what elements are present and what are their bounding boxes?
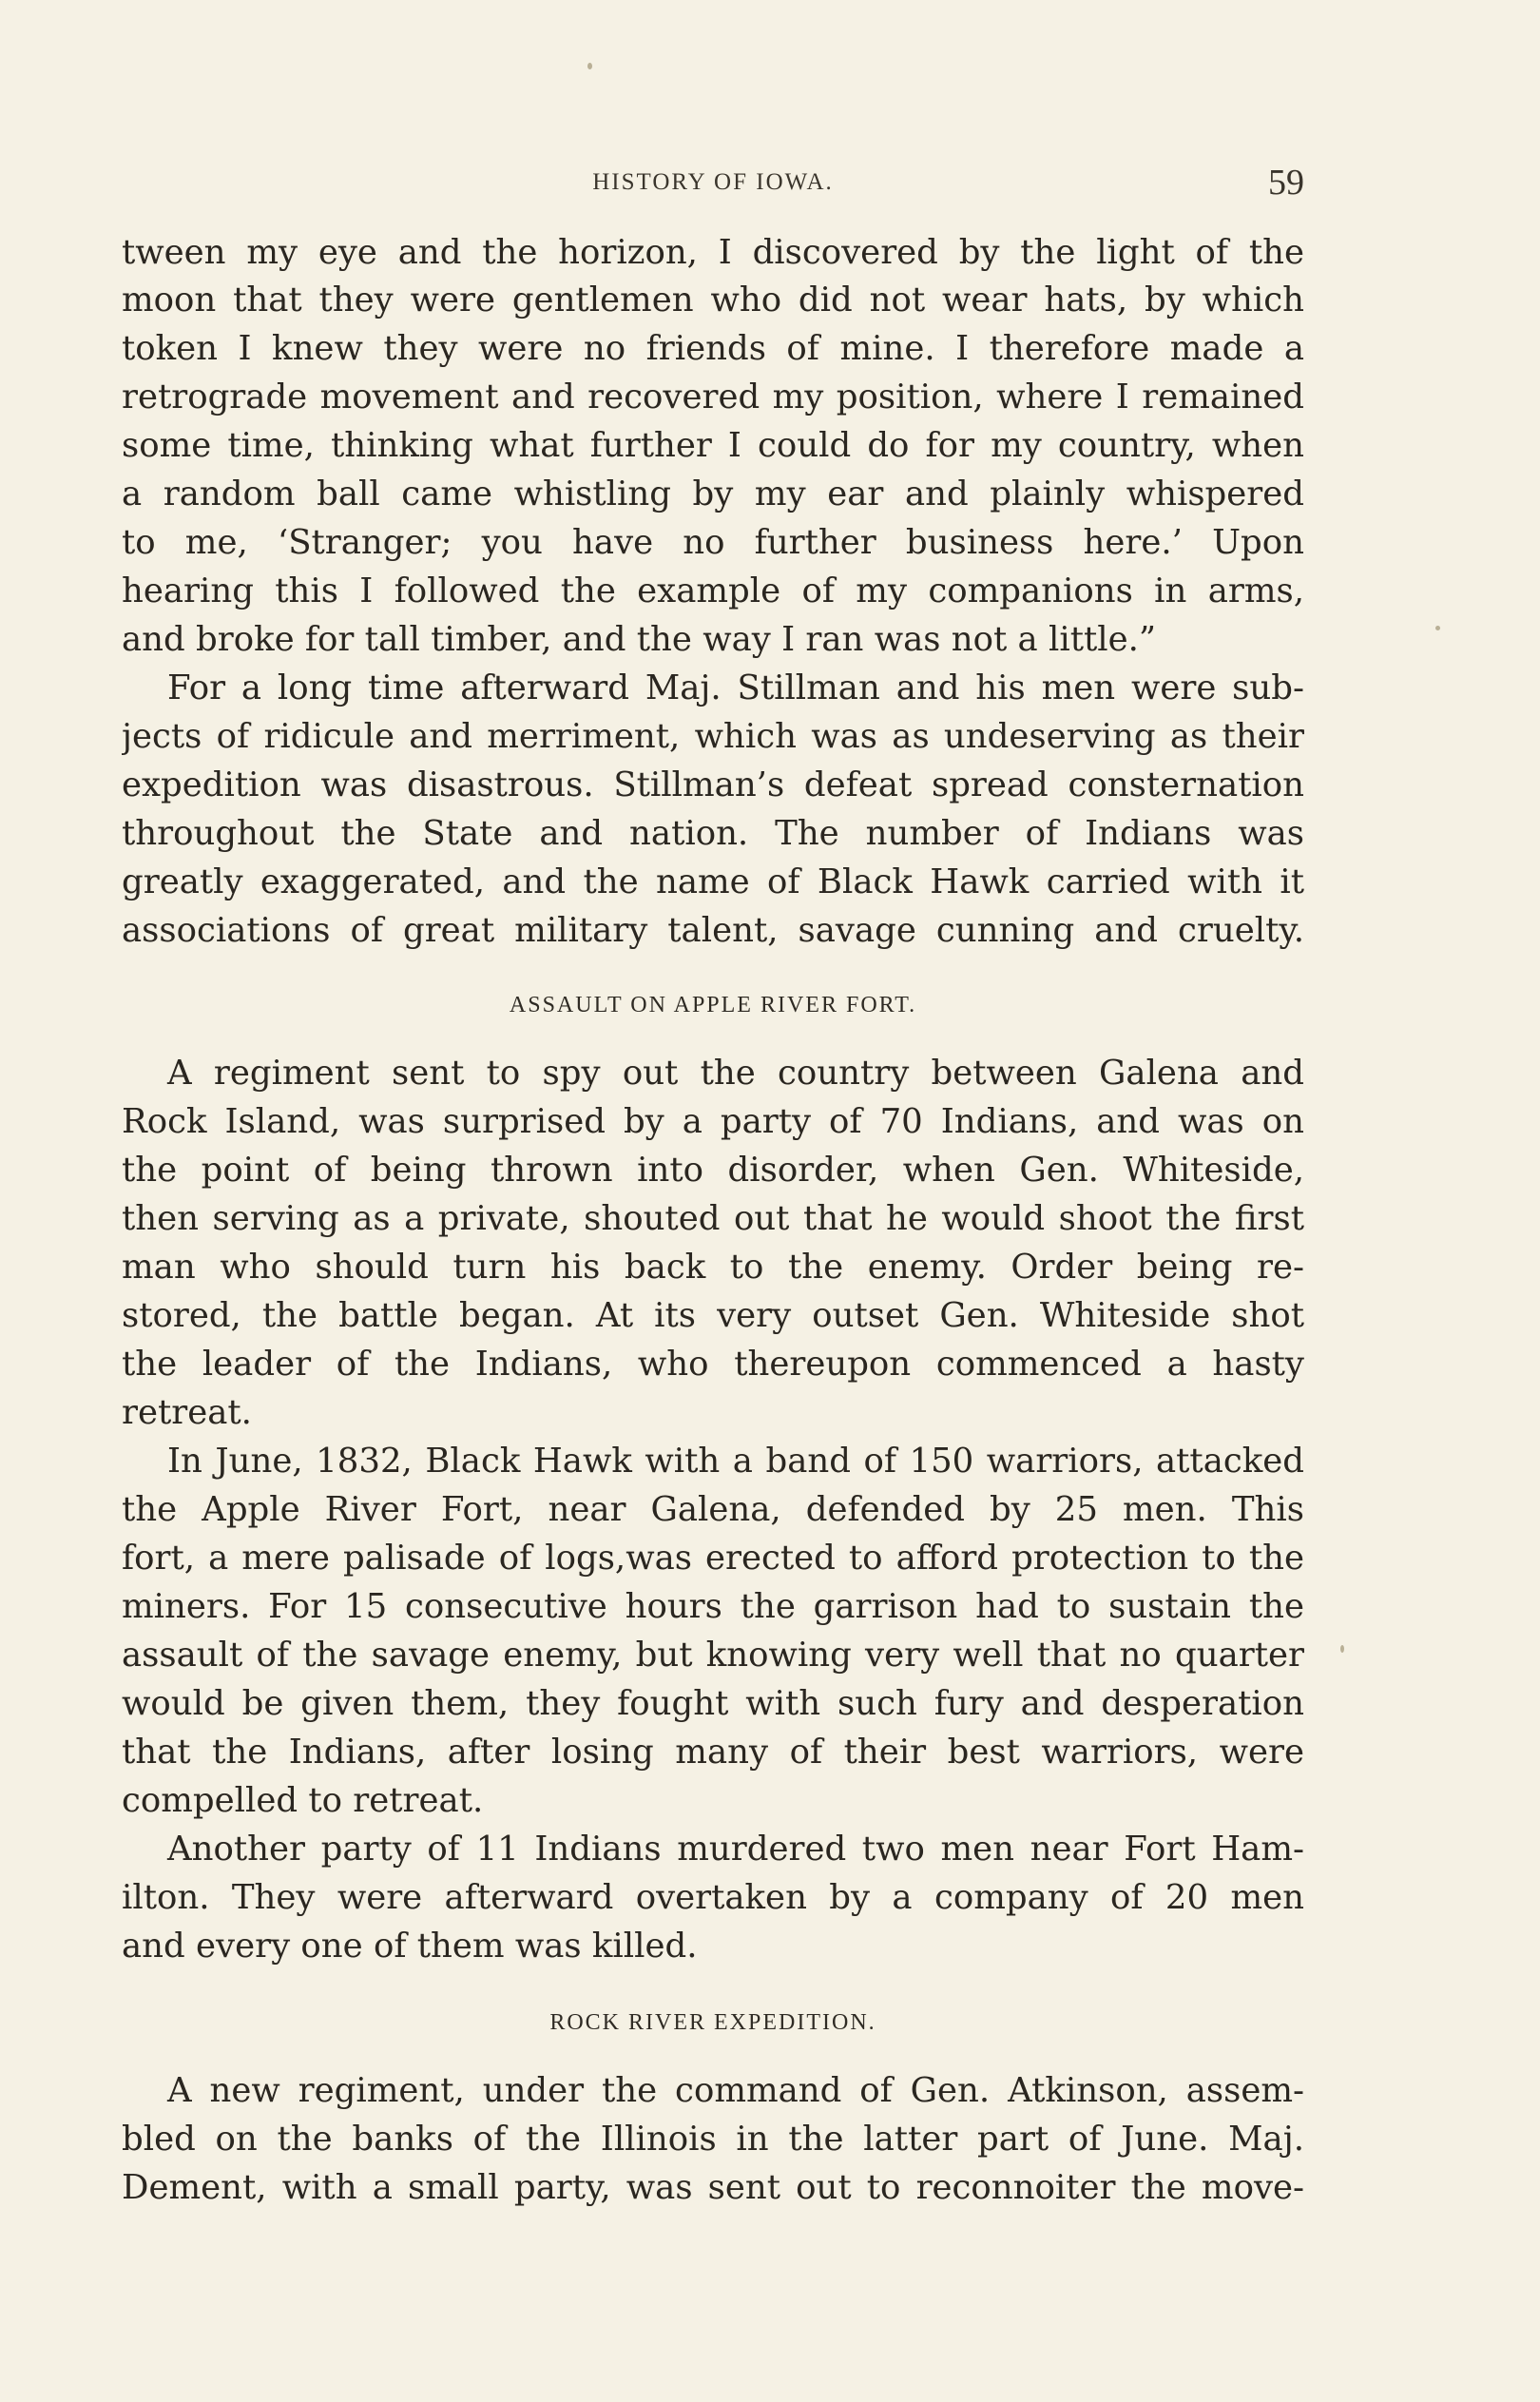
text-line: expedition was disastrous. Stillman’s defeat spread consternation: [122, 765, 1304, 804]
text-line: ilton. They were afterward overtaken by a company of 20 men: [122, 1878, 1304, 1917]
paper-speck: [587, 63, 592, 69]
text-line: moon that they were gentlemen who did not wear hats, by which: [122, 281, 1304, 320]
page-number: 59: [1268, 163, 1304, 203]
text-line: hearing this I followed the example of my companions in arms,: [122, 571, 1304, 610]
text-line: stored, the battle began. At its very outset Gen. Whiteside shot: [122, 1296, 1304, 1335]
text-line: and every one of them was killed.: [122, 1927, 698, 1966]
text-line: would be given them, they fought with such fury and desperation: [122, 1684, 1304, 1723]
text-line: Another party of 11 Indians murdered two men near Fort Ham-: [167, 1830, 1304, 1869]
page-header: [122, 162, 1304, 209]
paper-speck: [1435, 626, 1440, 630]
text-line: jects of ridicule and merriment, which was as undeserving as their: [122, 717, 1304, 756]
text-line: assault of the savage enemy, but knowing very well that no quarter: [122, 1636, 1304, 1675]
text-line: miners. For 15 consecutive hours the garrison had to sustain the: [122, 1587, 1304, 1626]
section-heading: ROCK RIVER EXPEDITION.: [549, 2010, 876, 2035]
text-line: fort, a mere palisade of logs,was erected to afford protection to the: [122, 1539, 1304, 1578]
paper-speck: [1340, 1645, 1344, 1653]
text-line: retrograde movement and recovered my position, where I remained: [122, 378, 1304, 416]
text-line: the point of being thrown into disorder, when Gen. Whiteside,: [122, 1151, 1304, 1190]
text-line: Dement, with a small party, was sent out to reconnoiter the move-: [122, 2168, 1304, 2207]
text-line: In June, 1832, Black Hawk with a band of 150 warriors, attacked: [167, 1442, 1304, 1481]
text-line: bled on the banks of the Illinois in the latter part of June. Maj.: [122, 2120, 1304, 2159]
text-line: that the Indians, after losing many of their best warriors, were: [122, 1733, 1304, 1772]
text-line: greatly exaggerated, and the name of Black Hawk carried with it: [122, 862, 1304, 901]
text-line: man who should turn his back to the enemy. Order being re-: [122, 1248, 1304, 1287]
text-line: associations of great military talent, savage cunning and cruelty.: [122, 911, 1304, 950]
text-line: token I knew they were no friends of mine. I therefore made a: [122, 329, 1304, 368]
text-line: throughout the State and nation. The number of Indians was: [122, 814, 1304, 853]
text-line: some time, thinking what further I could do for my country, when: [122, 426, 1304, 465]
text-line: For a long time afterward Maj. Stillman and his men were sub-: [167, 668, 1304, 707]
text-line: compelled to retreat.: [122, 1781, 484, 1820]
text-line: then serving as a private, shouted out that he would shoot the first: [122, 1199, 1304, 1238]
running-head: HISTORY OF IOWA.: [592, 169, 834, 195]
text-line: retreat.: [122, 1393, 252, 1432]
text-line: A new regiment, under the command of Gen. Atkinson, assem-: [167, 2071, 1304, 2110]
text-line: to me, ‘Stranger; you have no further business here.’ Upon: [122, 523, 1304, 562]
text-line: tween my eye and the horizon, I discovered by the light of the: [122, 233, 1304, 272]
text-line: a random ball came whistling by my ear and plainly whispered: [122, 475, 1304, 513]
section-heading: ASSAULT ON APPLE RIVER FORT.: [509, 993, 917, 1017]
text-line: A regiment sent to spy out the country between Galena and: [167, 1054, 1304, 1093]
text-line: and broke for tall timber, and the way I ran was not a little.”: [122, 620, 1157, 659]
text-line: Rock Island, was surprised by a party of 70 Indians, and was on: [122, 1102, 1304, 1141]
text-line: the leader of the Indians, who thereupon commenced a hasty: [122, 1345, 1304, 1384]
text-line: the Apple River Fort, near Galena, defended by 25 men. This: [122, 1490, 1304, 1529]
